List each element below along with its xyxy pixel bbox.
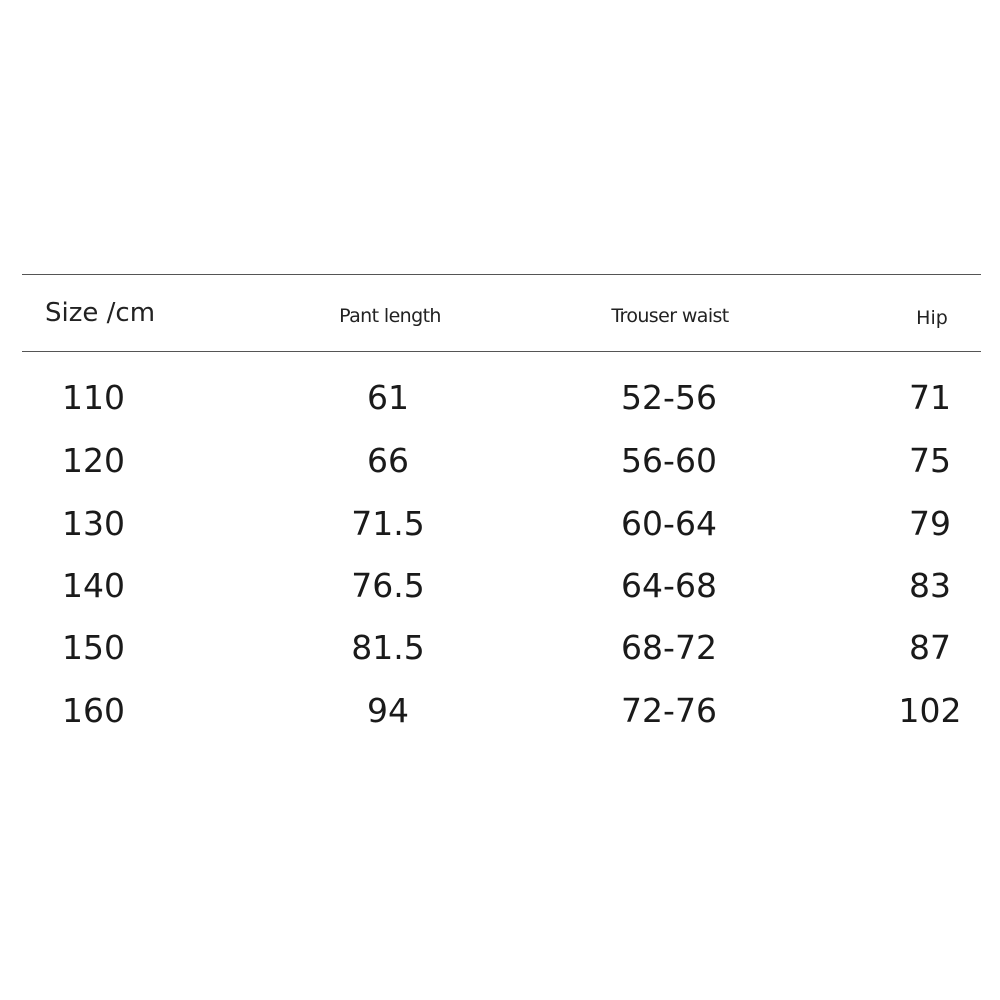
cell-trouser-waist: 60-64 bbox=[621, 504, 717, 543]
cell-size: 160 bbox=[62, 691, 125, 730]
table-row bbox=[0, 504, 1000, 544]
cell-size: 140 bbox=[62, 566, 125, 605]
cell-trouser-waist: 56-60 bbox=[621, 441, 717, 480]
cell-size: 150 bbox=[62, 628, 125, 667]
cell-hip: 102 bbox=[898, 691, 962, 730]
cell-pant-length: 61 bbox=[367, 378, 409, 417]
header-trouser-waist: Trouser waist bbox=[611, 305, 729, 327]
table-row bbox=[0, 441, 1000, 481]
cell-pant-length: 94 bbox=[367, 691, 409, 730]
cell-hip: 79 bbox=[909, 504, 951, 543]
table-row bbox=[0, 691, 1000, 731]
cell-trouser-waist: 72-76 bbox=[621, 691, 717, 730]
cell-trouser-waist: 64-68 bbox=[621, 566, 717, 605]
table-top-rule bbox=[22, 274, 981, 275]
cell-hip: 83 bbox=[909, 566, 951, 605]
header-size: Size /cm bbox=[45, 298, 156, 328]
table-row bbox=[0, 628, 1000, 668]
cell-hip: 75 bbox=[909, 441, 951, 480]
header-hip: Hip bbox=[916, 307, 948, 329]
table-header-rule bbox=[22, 351, 981, 352]
cell-hip: 71 bbox=[909, 378, 951, 417]
header-pant-length: Pant length bbox=[339, 305, 441, 327]
cell-pant-length: 66 bbox=[367, 441, 409, 480]
cell-hip: 87 bbox=[909, 628, 951, 667]
cell-trouser-waist: 52-56 bbox=[621, 378, 717, 417]
cell-pant-length: 71.5 bbox=[351, 504, 425, 543]
cell-pant-length: 76.5 bbox=[351, 566, 425, 605]
cell-size: 110 bbox=[62, 378, 125, 417]
cell-pant-length: 81.5 bbox=[351, 628, 425, 667]
cell-trouser-waist: 68-72 bbox=[621, 628, 717, 667]
cell-size: 130 bbox=[62, 504, 125, 543]
table-row bbox=[0, 566, 1000, 606]
cell-size: 120 bbox=[62, 441, 125, 480]
table-row bbox=[0, 378, 1000, 418]
